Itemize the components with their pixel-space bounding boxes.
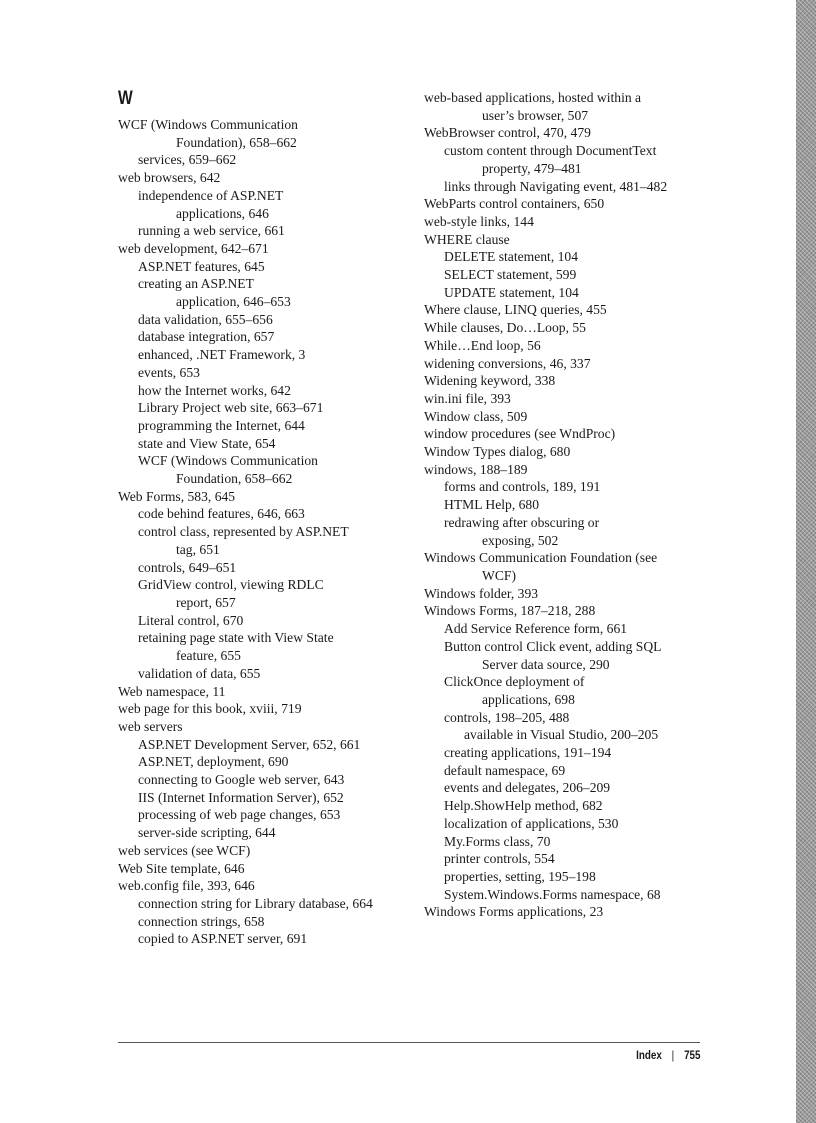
- index-entry: copied to ASP.NET server, 691: [138, 931, 308, 947]
- index-entry: redrawing after obscuring or: [444, 514, 600, 530]
- index-entry: Literal control, 670: [138, 612, 244, 628]
- index-entry: Widening keyword, 338: [424, 373, 556, 389]
- index-entry: controls, 198–205, 488: [444, 709, 570, 725]
- index-entry-continuation: Foundation, 658–662: [176, 471, 293, 487]
- index-entry: web servers: [118, 718, 183, 734]
- index-entry: win.ini file, 393: [424, 390, 511, 406]
- index-entry: printer controls, 554: [444, 851, 555, 867]
- index-entry: server-side scripting, 644: [138, 825, 276, 841]
- index-entry: UPDATE statement, 104: [444, 284, 579, 300]
- index-entry: HTML Help, 680: [444, 497, 540, 513]
- index-entry: forms and controls, 189, 191: [444, 479, 601, 495]
- index-entry: Help.ShowHelp method, 682: [444, 798, 603, 814]
- index-entry: web page for this book, xviii, 719: [118, 701, 302, 717]
- index-entry: Where clause, LINQ queries, 455: [424, 302, 607, 318]
- index-entry: web services (see WCF): [118, 842, 251, 858]
- index-entry: default namespace, 69: [444, 762, 566, 778]
- index-entry: window procedures (see WndProc): [424, 426, 616, 442]
- index-entry: Web Forms, 583, 645: [118, 488, 236, 504]
- index-entry: Button control Click event, adding SQL: [444, 638, 662, 654]
- index-entry-continuation: Server data source, 290: [482, 656, 610, 672]
- index-entry: how the Internet works, 642: [138, 382, 291, 398]
- footer-section-label: Index: [635, 1048, 662, 1062]
- footer-rule: [118, 1042, 700, 1043]
- index-entry: DELETE statement, 104: [444, 249, 579, 265]
- index-entry-continuation: feature, 655: [176, 648, 241, 664]
- index-entry: web development, 642–671: [118, 240, 269, 256]
- index-entry-continuation: property, 479–481: [482, 160, 582, 176]
- index-entry: WebParts control containers, 650: [424, 196, 605, 212]
- footer-separator: |: [671, 1048, 674, 1062]
- index-entry: web-based applications, hosted within a: [424, 90, 642, 105]
- index-entry: creating an ASP.NET: [138, 276, 254, 292]
- index-entry: web.config file, 393, 646: [118, 878, 255, 894]
- section-letter: W: [118, 88, 133, 109]
- index-entry: Windows Communication Foundation (see: [424, 550, 658, 566]
- index-entry: links through Navigating event, 481–482: [444, 178, 668, 194]
- index-column-left: [118, 116, 408, 948]
- index-entry: ClickOnce deployment of: [444, 674, 585, 690]
- index-entry-continuation: application, 646–653: [176, 294, 291, 310]
- page-number: 755: [683, 1048, 700, 1062]
- index-entry: Window Types dialog, 680: [424, 444, 571, 460]
- index-entry: Window class, 509: [424, 408, 528, 424]
- index-entry: services, 659–662: [138, 152, 237, 168]
- index-entry: connection strings, 658: [138, 913, 265, 929]
- index-entry-continuation: applications, 646: [176, 205, 269, 221]
- index-entry: ASP.NET, deployment, 690: [138, 754, 289, 770]
- index-entry: Windows folder, 393: [424, 585, 539, 601]
- index-entry: data validation, 655–656: [138, 311, 273, 327]
- page-footer: [636, 1047, 700, 1063]
- index-entry: properties, setting, 195–198: [444, 868, 596, 884]
- index-entry-continuation: exposing, 502: [482, 532, 559, 548]
- index-entry: web browsers, 642: [118, 170, 221, 186]
- index-entry-continuation: report, 657: [176, 594, 236, 610]
- index-entry-continuation: applications, 698: [482, 691, 575, 707]
- index-entry: SELECT statement, 599: [444, 267, 577, 283]
- index-entry: enhanced, .NET Framework, 3: [138, 347, 306, 363]
- index-entry: widening conversions, 46, 337: [424, 355, 591, 371]
- index-entry: While…End loop, 56: [424, 337, 541, 353]
- index-entry-continuation: Foundation), 658–662: [176, 134, 297, 150]
- index-entry: While clauses, Do…Loop, 55: [424, 320, 586, 336]
- index-entry: events, 653: [138, 364, 200, 380]
- index-entry: Windows Forms applications, 23: [424, 904, 604, 920]
- index-entry: Windows Forms, 187–218, 288: [424, 603, 596, 619]
- index-entry: database integration, 657: [138, 329, 275, 345]
- index-entry: independence of ASP.NET: [138, 187, 284, 203]
- index-entry: retaining page state with View State: [138, 630, 334, 646]
- index-entry: WCF (Windows Communication: [138, 453, 318, 469]
- index-entry: creating applications, 191–194: [444, 745, 612, 761]
- index-entry: ASP.NET Development Server, 652, 661: [138, 736, 361, 752]
- index-entry: custom content through DocumentText: [444, 143, 657, 159]
- index-entry: Library Project web site, 663–671: [138, 400, 324, 416]
- index-entry: controls, 649–651: [138, 559, 237, 575]
- index-entry-continuation: tag, 651: [176, 541, 220, 557]
- index-entry: Web Site template, 646: [118, 860, 245, 876]
- index-entry: windows, 188–189: [424, 461, 528, 477]
- index-entry-continuation: WCF): [482, 567, 516, 583]
- index-entry: ASP.NET features, 645: [138, 258, 265, 274]
- page-edge-strip: [796, 0, 816, 1123]
- index-entry: connecting to Google web server, 643: [138, 772, 345, 788]
- index-entry: events and delegates, 206–209: [444, 780, 611, 796]
- index-entry: GridView control, viewing RDLC: [138, 577, 324, 593]
- index-entry: My.Forms class, 70: [444, 833, 551, 849]
- index-entry: Web namespace, 11: [118, 683, 226, 699]
- index-entry: Add Service Reference form, 661: [444, 621, 628, 637]
- index-entry: programming the Internet, 644: [138, 417, 305, 433]
- index-entry: running a web service, 661: [138, 223, 285, 239]
- index-entry-continuation: user’s browser, 507: [482, 107, 589, 123]
- index-entry: web-style links, 144: [424, 213, 534, 229]
- index-entry: available in Visual Studio, 200–205: [464, 727, 659, 743]
- index-entry: code behind features, 646, 663: [138, 506, 305, 522]
- index-entry: IIS (Internet Information Server), 652: [138, 789, 344, 805]
- index-entry: connection string for Library database, 664: [138, 895, 373, 911]
- index-entry: System.Windows.Forms namespace, 68: [444, 886, 661, 902]
- index-entry: WHERE clause: [424, 231, 510, 247]
- index-entry: validation of data, 655: [138, 665, 261, 681]
- index-column-right: [424, 89, 714, 921]
- index-entry: processing of web page changes, 653: [138, 807, 341, 823]
- index-entry: state and View State, 654: [138, 435, 276, 451]
- index-entry: WCF (Windows Communication: [118, 117, 298, 132]
- index-entry: control class, represented by ASP.NET: [138, 524, 349, 540]
- index-entry: WebBrowser control, 470, 479: [424, 125, 591, 141]
- index-entry: localization of applications, 530: [444, 815, 619, 831]
